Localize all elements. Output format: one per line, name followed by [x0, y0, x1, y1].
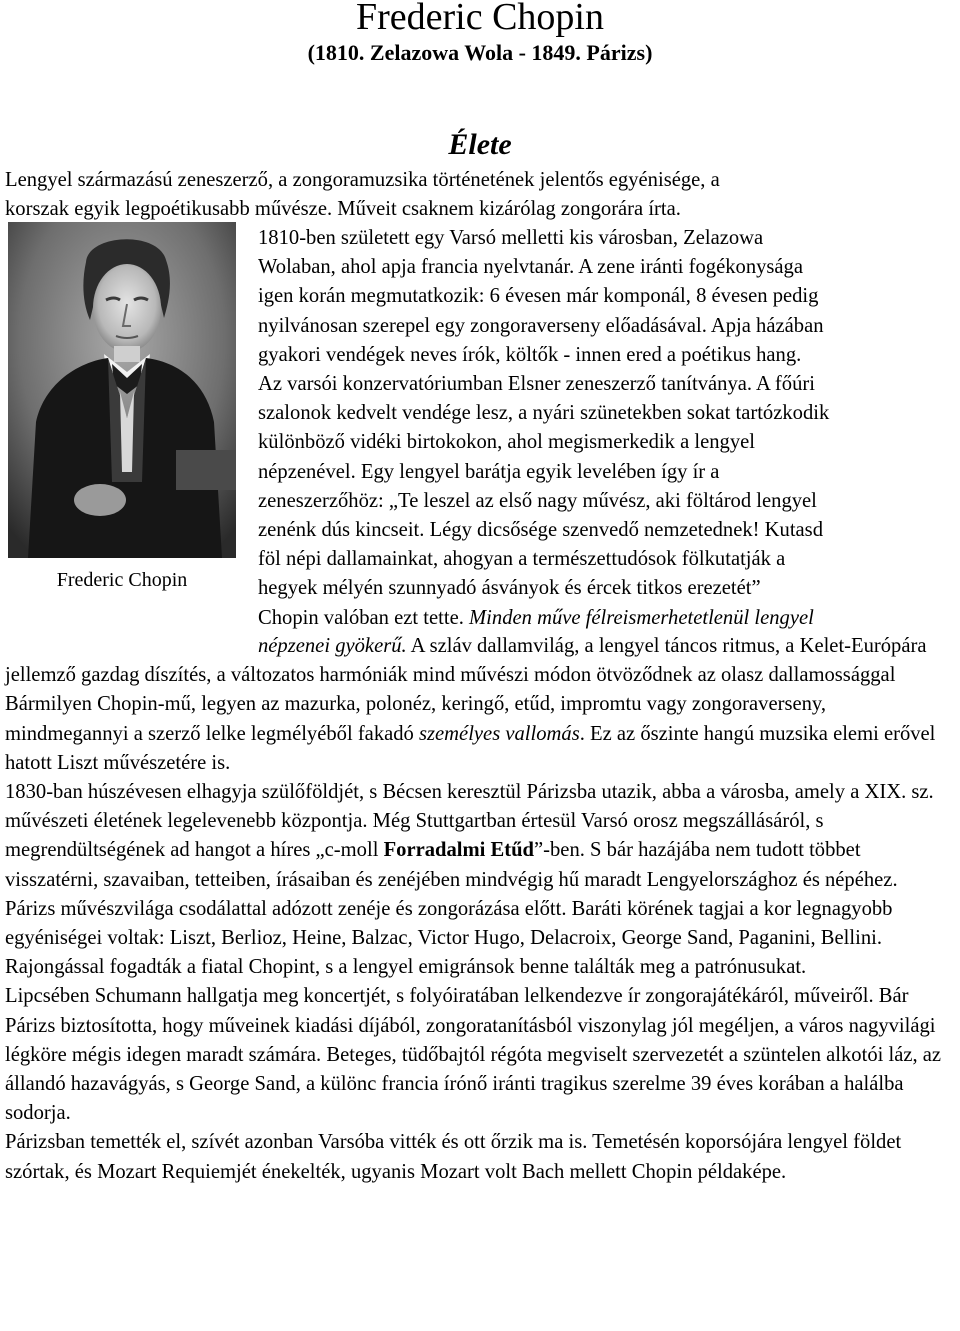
italic-text: személyes vallomás: [419, 722, 580, 745]
section-heading: Élete: [448, 128, 512, 161]
portrait-caption: Frederic Chopin: [56, 569, 188, 591]
body-text: [5, 632, 950, 1187]
bold-text: Forradalmi Etűd: [383, 839, 535, 862]
text-line: nyilvánosan szerepel egy zongoraverseny előadásával. Apja házában: [258, 314, 824, 337]
text-line: gyakori vendégek neves írók, költők - innen ered a poétikus hang.: [258, 343, 802, 366]
text-run: . Ez az őszinte hangú muzsika elemi erővel hatott Liszt művészetére is.: [5, 722, 936, 774]
intro-paragraph: [5, 166, 935, 224]
text-run: A szláv dallamvilág, a lengyel táncos ritmus, a Kelet-Európára jellemző gazdag díszítés, a változatos harmóniák mind művészi módon ötvöződnek az olasz dallamossággal Bármilyen Chopin-mű, legyen az mazurka, polonéz, keringő, etűd, impromtu vagy zongoraverseny, mindmegannyi a szerző lelke legmélyéből fakadó: [5, 635, 927, 745]
text-line: különböző vidéki birtokokon, ahol megismerkedik a lengyel: [258, 431, 756, 454]
text-run: ”-ben. S bár hazájába nem tudott többet visszatérni, szavaiban, tetteiben, írásaiban és zenéjében mindvégig hű maradt Lengyelországhoz és népéhez.: [5, 839, 898, 891]
text-line: Wolaban, ahol apja francia nyelvtanár. A zene iránti fogékonysága: [258, 256, 803, 279]
paragraph: [5, 632, 950, 778]
text-line: zeneszerzőhöz: „Te leszel az első nagy művész, aki föltárod lengyel: [258, 489, 817, 512]
paragraph: Párizs művészvilága csodálattal adózott zenéje és zongorázása előtt. Baráti körének tagjai a kor legnagyobb egyéniségei voltak: Liszt, Berlioz, Heine, Balzac, Victor Hugo, Delacroix, George Sand, Paganini, Bellini. Rajongással fogadták a fiatal Chopint, s a lengyel emigránsok benne találták meg a patrónusukat.: [5, 897, 893, 979]
paragraph: Párizsban temették el, szívét azonban Varsóba vitték és ott őrzik ma is. Temetésén koporsójára lengyel földet szórtak, és Mozart Requiemjét énekelték, ugyanis Mozart volt Bach mellett Chopin példaképe.: [5, 1131, 902, 1183]
text-run: 1830-ban húszévesen elhagyja szülőföldjét, s Bécsen keresztül Párizsba utazik, abba a városba, amely a XIX. sz. művészeti életének legelevenebb központja. Még Stuttgartban értesül Varsó orosz megszállásáról, s megrendültségének ad hangot a híres „c-moll: [5, 781, 934, 862]
paragraph: Lipcsében Schumann hallgatja meg koncertjét, s folyóiratában lelkendezve ír zongorajátékáról, műveiről. Bár Párizs biztosította, hogy műveinek kiadási díjából, zongoratanításból viszonylag jól megéljen, a város nagyvilági légköre mégis idegen maradt számára. Beteges, tüdőbajtól régóta megviselt szervezetét a szüntelen alkotói láz, az állandó hazavágyás, s George Sand, a különc francia írónő iránti tragikus szerelme 39 éves korában a halálba sodorja.: [5, 985, 942, 1125]
intro-line: Lengyel származású zeneszerző, a zongoramuzsika történetének jelentős egyénisége, a: [5, 169, 720, 191]
page-subtitle: (1810. Zelazowa Wola - 1849. Párizs): [307, 40, 653, 65]
text-line: igen korán megmutatkozik: 6 évesen már komponál, 8 évesen pedig: [258, 285, 819, 308]
text-line: zenénk dús kincseit. Légy dicsősége szenvedő nemzetednek! Kutasd: [258, 519, 823, 542]
paragraph: [5, 778, 950, 895]
text-line: Az varsói konzervatóriumban Elsner zeneszerző tanítványa. A főúri: [258, 373, 815, 396]
text-line: [258, 604, 958, 633]
italic-text: népzenei gyökerű.: [258, 635, 407, 657]
text-line: hegyek mélyén szunnyadó ásványok és ércek titkos erezetét”: [258, 577, 761, 600]
italic-text: Minden műve félreismerhetetlenül lengyel: [469, 606, 814, 629]
text-line: föl népi dallamainkat, ahogyan a természettudósok fölkutatják a: [258, 548, 786, 571]
chopin-portrait-image: [8, 222, 236, 558]
text-line: szalonok kedvelt vendége lesz, a nyári szünetekben sokat tartózkodik: [258, 402, 830, 425]
text-run: Chopin valóban ezt tette.: [258, 606, 470, 629]
intro-line: korszak egyik legpoétikusabb művésze. Műveit csaknem kizárólag zongorára írta.: [5, 198, 681, 221]
page-title: Frederic Chopin: [355, 0, 604, 38]
text-line: 1810-ben született egy Varsó melletti kis városban, Zelazowa: [258, 227, 764, 249]
text-line: népzenével. Egy lengyel barátja egyik levelében így ír a: [258, 460, 720, 483]
wrapped-paragraph: [258, 224, 958, 633]
